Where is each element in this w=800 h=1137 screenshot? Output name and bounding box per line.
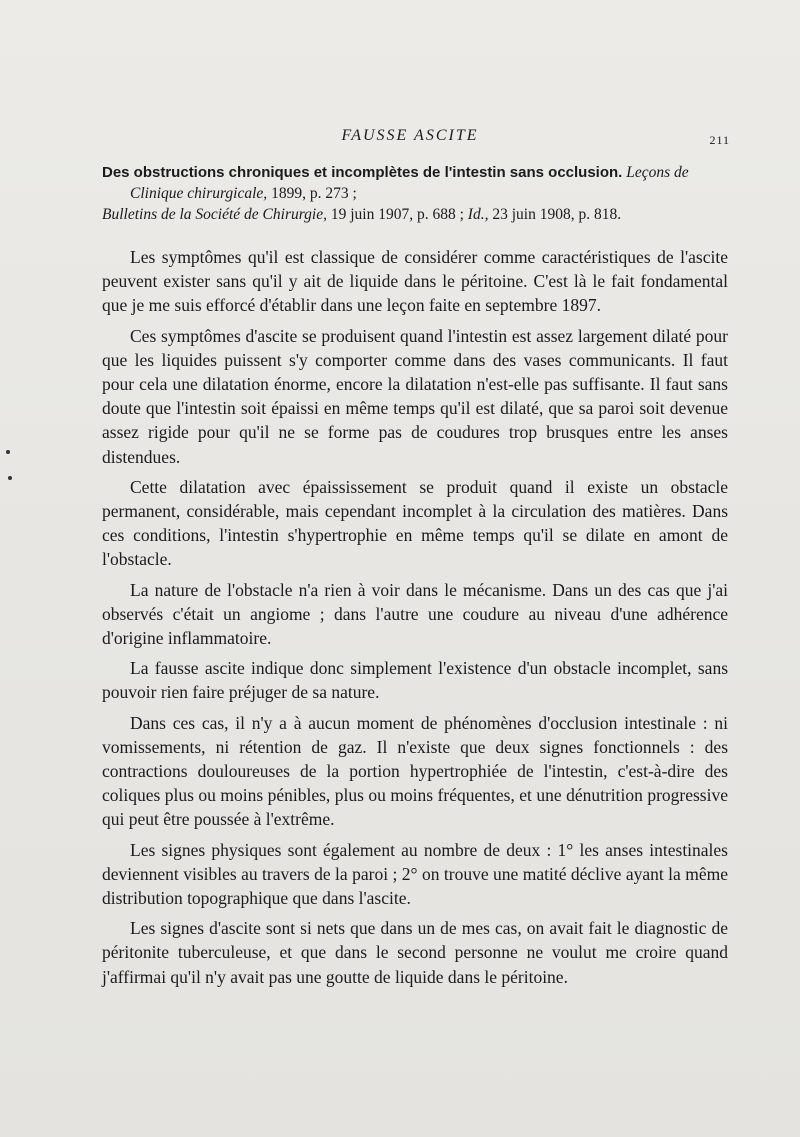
- reference-details: 1899, p. 273 ;: [271, 185, 357, 202]
- margin-mark-icon: [6, 450, 10, 454]
- bibliography-entry: [102, 162, 732, 204]
- paragraph: La fausse ascite indique donc simplement l'existence d'un obstacle incomplet, sans pouvoir rien faire préjuger de sa nature.: [102, 658, 728, 703]
- paragraph: Les symptômes qu'il est classique de considérer comme caractéristiques de l'ascite peuvent exister sans qu'il y ait de liquide dans le péritoine. C'est là le fait fondamental que je me suis efforcé d'établir dans une leçon faite en septembre 1897.: [102, 247, 728, 316]
- running-title: FAUSSE ASCITE: [341, 127, 479, 144]
- reference-id: Id.,: [467, 206, 489, 223]
- paragraph: La nature de l'obstacle n'a rien à voir dans le mécanisme. Dans un des cas que j'ai observés c'était un angiome ; dans l'autre une coudure au niveau d'une adhérence d'origine inflammatoire.: [102, 579, 728, 649]
- paragraph: Cette dilatation avec épaississement se produit quand il existe un obstacle permanent, considérable, mais cependant incomplet à la circulation des matières. Dans ces conditions, l'intestin s'hypertrophie en même temps qu'il se dilate en amont de l'obstacle.: [102, 476, 728, 570]
- reference-details: 19 juin 1907, p. 688 ;: [330, 206, 464, 223]
- margin-mark-icon: [8, 476, 12, 480]
- paragraph: Ces symptômes d'ascite se produisent quand l'intestin est assez largement dilaté pour que les liquides puissent s'y comporter comme dans des vases communicants. Il faut pour cela une dilatation énorme, encore la dilatation n'est-elle pas suffisante. Il faut sans doute que l'intestin soit épaissi en même temps qu'il est dilaté, que sa paroi soit devenue assez rigide pour qu'il ne se forme pas de coudures trop brusques entre les anses distendues.: [102, 325, 728, 467]
- paragraph: Dans ces cas, il n'y a à aucun moment de phénomènes d'occlusion intestinale : ni vomissements, ni rétention de gaz. Il n'existe que deux signes fonctionnels : des contractions douloureuses de la portion hypertrophiée de l'intestin, c'est-à-dire des coliques plus ou moins pénibles, plus ou moins fréquentes, et une dénutrition progressive qui peut être poussée à l'extrême.: [102, 712, 728, 830]
- bibliography-entry: [102, 204, 732, 225]
- reference-details: 23 juin 1908, p. 818.: [492, 206, 622, 223]
- paragraph: Les signes physiques sont également au nombre de deux : 1° les anses intestinales deviennent visibles au travers de la paroi ; 2° on trouve une matité déclive ayant la même distribution topographique que dans l'ascite.: [102, 839, 728, 909]
- reference-source: Leçons de Clinique chirurgicale,: [130, 164, 689, 202]
- bibliography: [102, 162, 732, 225]
- reference-title: Des obstructions chroniques et incomplètes de l'intestin sans occlusion.: [102, 164, 623, 181]
- reference-source: Bulletins de la Société de Chirurgie,: [102, 206, 327, 223]
- body-text: [102, 245, 728, 995]
- page-number: 211: [709, 133, 730, 147]
- paragraph: Les signes d'ascite sont si nets que dans un de mes cas, on avait fait le diagnostic de péritonite tuberculeuse, et que dans le second personne ne voulut me croire quand j'affirmai qu'il n'y avait pas une goutte de liquide dans le péritoine.: [102, 918, 728, 987]
